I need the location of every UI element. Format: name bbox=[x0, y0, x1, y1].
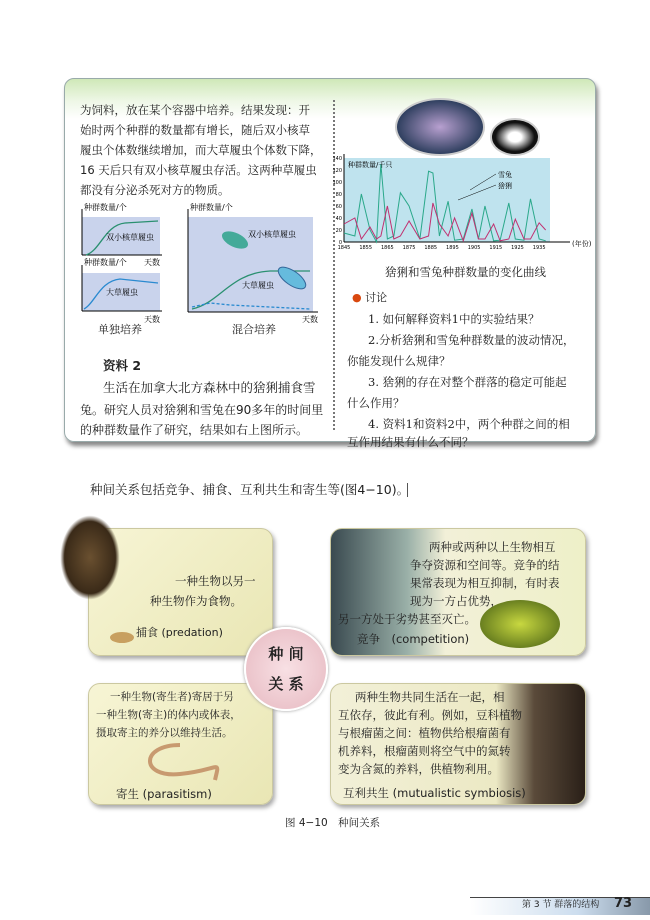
panel-text: 两种或两种以上生物相互 bbox=[429, 540, 556, 554]
text-cursor bbox=[407, 483, 408, 497]
question: 2.分析猞猁和雪兔种群数量的波动情况， bbox=[368, 333, 575, 347]
footer-section: 第 3 节 群落的结构 bbox=[522, 900, 600, 910]
text-line: 都没有分泌杀死对方的物质。 bbox=[80, 183, 230, 197]
question: 4. 资料1和资料2中，两个种群之间的相 bbox=[368, 417, 570, 431]
text-line: 履虫个体数继续增加，而大草履虫个体数下降， bbox=[80, 143, 322, 157]
intro-sentence: 种间关系包括竞争、捕食、互利共生和寄生等(图4−10)。 bbox=[90, 482, 410, 497]
panel-text: 一种生物(寄生者)寄居于另 bbox=[110, 691, 234, 703]
x-tick-label: 1855 bbox=[359, 245, 373, 251]
label-mixed-a: 双小核草履虫 bbox=[248, 230, 296, 239]
x-tick-label: 1845 bbox=[337, 245, 351, 251]
text-line: 生活在加拿大北方森林中的猞猁捕食雪 bbox=[103, 380, 316, 395]
x-tick-label: 1885 bbox=[424, 245, 438, 251]
chart-title: 猞猁和雪兔种群数量的变化曲线 bbox=[385, 265, 546, 279]
lynx-photo bbox=[395, 98, 485, 156]
panel-text: 机养料，根瘤菌则将空气中的氮转 bbox=[338, 744, 511, 758]
legend-label: 猞猁 bbox=[498, 182, 512, 190]
text-line: 为饲料，放在某个容器中培养。结果发现：开 bbox=[80, 103, 310, 117]
panel-label: 互利共生 (mutualistic symbiosis) bbox=[343, 786, 526, 800]
question: 3. 猞猁的存在对整个群落的稳定可能起 bbox=[368, 375, 567, 389]
center-label-line: 种 间 bbox=[268, 645, 304, 663]
legend-label: 雪兔 bbox=[498, 171, 512, 179]
y-tick-label: 40 bbox=[335, 216, 342, 222]
panel-text: 变为含氮的养料，供植物利用。 bbox=[338, 762, 499, 776]
owl-image bbox=[60, 515, 120, 600]
y-tick-label: 20 bbox=[335, 228, 342, 234]
panel-label: 竞争 (competition) bbox=[357, 632, 470, 646]
question: 你能发现什么规律？ bbox=[347, 354, 451, 368]
panel-text: 另一方处于劣势甚至灭亡。 bbox=[338, 612, 476, 626]
panel-text: 与根瘤菌之间：植物供给根瘤菌有 bbox=[338, 726, 511, 740]
panel-text: 果常表现为相互抑制，有时表 bbox=[410, 576, 560, 590]
xlabel-b: 天数 bbox=[144, 315, 160, 324]
caption-mixed: 混合培养 bbox=[232, 323, 276, 336]
x-tick-label: 1905 bbox=[467, 245, 481, 251]
xlabel-a: 天数 bbox=[144, 258, 160, 267]
panel-label: 寄生 (parasitism) bbox=[116, 787, 212, 801]
x-tick-label: 1875 bbox=[402, 245, 416, 251]
figure-caption: 图 4−10 种间关系 bbox=[285, 817, 381, 829]
x-tick-label: 1935 bbox=[532, 245, 546, 251]
panel-text: 摄取寄主的养分以维持生活。 bbox=[96, 727, 233, 739]
panel-text: 现为一方占优势， bbox=[410, 594, 502, 608]
lynx-hare-chart bbox=[330, 150, 595, 260]
y-tick-label: 0 bbox=[338, 240, 342, 246]
panel-text: 种生物作为食物。 bbox=[150, 594, 242, 608]
ylabel-mixed: 种群数量/个 bbox=[190, 203, 233, 212]
worm-image bbox=[140, 742, 220, 782]
xlabel-mixed: 天数 bbox=[302, 315, 318, 324]
panel-text: 一种生物以另一 bbox=[175, 574, 256, 588]
material2-title: 资料 2 bbox=[103, 358, 142, 373]
page-number: 73 bbox=[614, 896, 633, 911]
ylabel-a: 种群数量/个 bbox=[84, 203, 127, 212]
panel-text: 一种生物(寄主)的体内或体表， bbox=[96, 709, 241, 721]
plot-background bbox=[344, 158, 550, 242]
center-label-circle bbox=[244, 627, 328, 711]
discussion-label: 讨论 bbox=[365, 291, 388, 304]
label-species-a: 双小核草履虫 bbox=[106, 233, 154, 242]
panel-text: 争夺资源和空间等。竞争的结 bbox=[410, 558, 560, 572]
label-species-b: 大草履虫 bbox=[106, 288, 138, 297]
label-mixed-b: 大草履虫 bbox=[242, 281, 274, 290]
drop-icon: ● bbox=[352, 291, 362, 304]
caption-single: 单独培养 bbox=[98, 323, 142, 336]
y-tick-label: 100 bbox=[332, 180, 342, 186]
y-tick-label: 140 bbox=[332, 156, 342, 162]
text-line: 始时两个种群的数量都有增长，随后双小核草 bbox=[80, 123, 310, 137]
panel-label: 捕食 (predation) bbox=[136, 626, 223, 639]
x-axis-label: (年份) bbox=[572, 240, 592, 248]
y-tick-label: 120 bbox=[332, 168, 342, 174]
panel-text: 两种生物共同生活在一起，相 bbox=[355, 690, 505, 704]
text-line: 16 天后只有双小核草履虫存活。这两种草履虫 bbox=[80, 163, 317, 177]
mouse-image bbox=[110, 632, 134, 643]
x-tick-label: 1895 bbox=[446, 245, 459, 251]
question: 互作用结果有什么不同？ bbox=[347, 435, 474, 449]
text-line: 兔。研究人员对猞猁和雪兔在90多年的时间里 bbox=[80, 403, 324, 417]
center-label-line: 关 系 bbox=[268, 675, 304, 693]
question: 什么作用？ bbox=[347, 396, 405, 410]
text-line: 的种群数量作了研究，结果如右上图所示。 bbox=[80, 423, 309, 437]
x-tick-label: 1925 bbox=[511, 245, 524, 251]
y-axis-label: 种群数量/千只 bbox=[348, 161, 393, 169]
ylabel-b: 种群数量/个 bbox=[84, 258, 127, 267]
y-tick-label: 80 bbox=[335, 192, 342, 198]
x-tick-label: 1865 bbox=[381, 245, 394, 251]
paramecium-charts bbox=[70, 203, 330, 328]
discussion-title bbox=[352, 288, 387, 308]
question: 1. 如何解释资料1中的实验结果？ bbox=[368, 312, 540, 326]
y-tick-label: 60 bbox=[335, 204, 342, 210]
x-tick-label: 1915 bbox=[489, 245, 503, 251]
panel-text: 互依存，彼此有利。例如，豆科植物 bbox=[338, 708, 522, 722]
